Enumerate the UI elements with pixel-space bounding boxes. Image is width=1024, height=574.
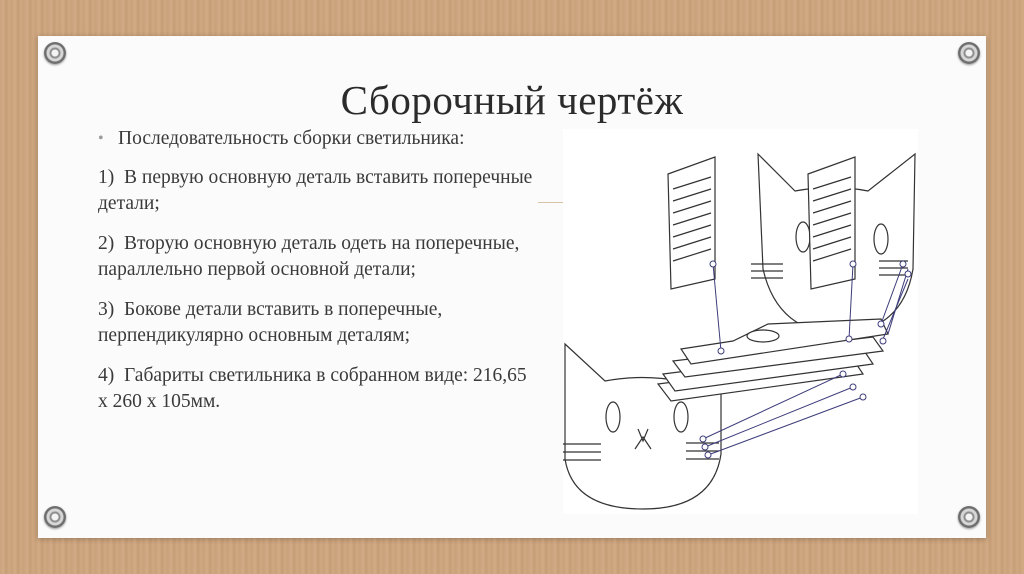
step-number: 2)	[98, 233, 115, 254]
slide-title: Сборочный чертёж	[340, 77, 684, 123]
grille-left	[668, 157, 715, 289]
step-item	[98, 297, 538, 349]
cat-eye-back-right	[874, 224, 888, 254]
base-hole	[747, 330, 779, 342]
step-text: В первую основную деталь вставить поперечные детали;	[98, 167, 533, 214]
bullet-text: Последовательность сборки светильника:	[118, 128, 465, 149]
guide-line	[705, 387, 853, 447]
assembly-drawing-svg	[563, 129, 918, 514]
slide-card	[38, 36, 986, 538]
cat-eye-front-right	[674, 402, 688, 432]
pin-icon-bottom-left	[44, 506, 66, 528]
step-number: 4)	[98, 365, 115, 386]
pin-icon-top-left	[44, 42, 66, 64]
divider-line	[538, 202, 564, 203]
grille-right	[808, 157, 855, 289]
cat-eye-front-left	[606, 402, 620, 432]
bullet-item	[98, 126, 538, 152]
bullet-icon: •	[98, 130, 104, 147]
step-item	[98, 363, 538, 415]
step-item	[98, 231, 538, 283]
step-number: 3)	[98, 299, 115, 320]
slide-content	[98, 126, 538, 429]
assembly-drawing	[563, 129, 918, 514]
pin-icon-bottom-right	[958, 506, 980, 528]
step-number: 1)	[98, 167, 115, 188]
pin-icon-top-right	[958, 42, 980, 64]
step-text: Габариты светильника в собранном виде: 216,65 х 260 х 105мм.	[98, 365, 527, 412]
step-text: Бокове детали вставить в поперечные, перпендикулярно основным деталям;	[98, 299, 443, 346]
step-item	[98, 165, 538, 217]
step-text: Вторую основную деталь одеть на поперечные, параллельно первой основной детали;	[98, 233, 520, 280]
guide-line	[713, 264, 721, 351]
cat-eye-back-left	[796, 222, 810, 252]
assembly-steps	[98, 165, 538, 415]
